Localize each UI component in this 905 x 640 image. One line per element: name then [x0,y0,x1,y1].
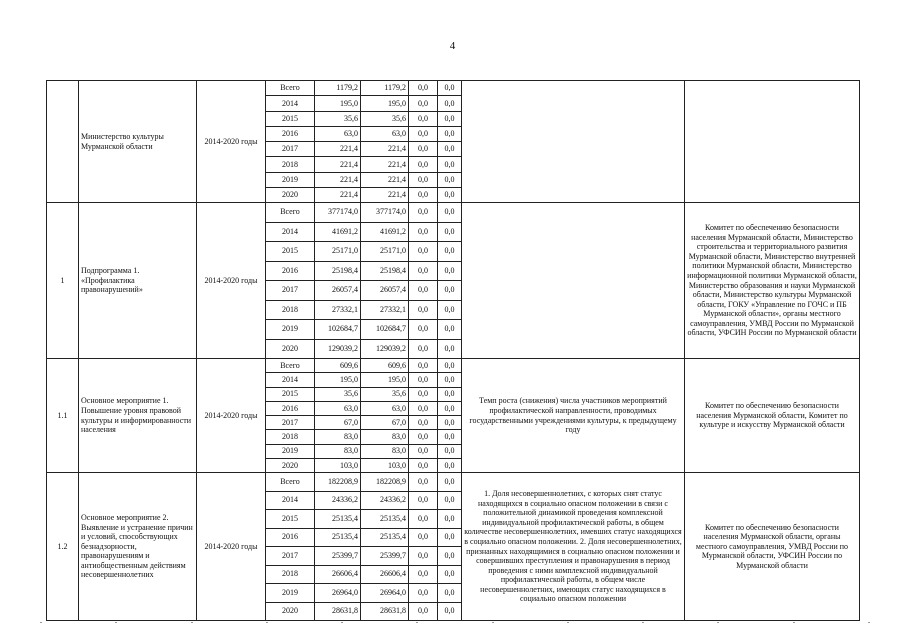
total-cell: 221,4 [315,187,361,202]
other-sources-cell: 0,0 [438,373,462,387]
other-sources-cell: 0,0 [438,172,462,187]
total-cell: 221,4 [315,172,361,187]
total-cell: 83,0 [315,444,361,458]
regional-budget-cell: 35,6 [361,387,409,401]
other-sources-cell: 0,0 [438,387,462,401]
executors-cell [685,203,860,359]
regional-budget-cell: 221,4 [361,142,409,157]
row-number-cell [47,81,79,203]
other-sources-cell: 0,0 [438,203,462,223]
regional-budget-cell: 25171,0 [361,242,409,262]
regional-budget-cell: 26057,4 [361,281,409,301]
federal-budget-cell: 0,0 [409,187,438,202]
period-cell-text: 2014-2020 годы [204,410,258,420]
total-cell: 63,0 [315,401,361,415]
total-cell: 26057,4 [315,281,361,301]
other-sources-cell: 0,0 [438,222,462,242]
total-cell: 25135,4 [315,528,361,547]
regional-budget-cell: 25135,4 [361,528,409,547]
regional-budget-cell: 28631,8 [361,602,409,621]
year-cell: 2019 [266,320,315,340]
federal-budget-cell: 0,0 [409,320,438,340]
regional-budget-cell: 83,0 [361,430,409,444]
period-cell [197,81,266,203]
regional-budget-cell: 25399,7 [361,547,409,566]
year-cell: 2017 [266,281,315,301]
federal-budget-cell: 0,0 [409,430,438,444]
other-sources-cell: 0,0 [438,473,462,492]
year-cell: 2015 [266,111,315,126]
regional-budget-cell: 41691,2 [361,222,409,242]
executors-cell [685,81,860,203]
year-cell: 2016 [266,126,315,141]
executors-cell-text: Комитет по обеспечению безопасности населения Мурманской области, Комитет по культуре и искусству Мурманской области [696,401,848,430]
total-cell: 25198,4 [315,261,361,281]
period-cell-text: 2014-2020 годы [204,136,258,146]
federal-budget-cell: 0,0 [409,142,438,157]
year-cell: Всего [266,473,315,492]
indicator-cell [462,359,685,473]
other-sources-cell: 0,0 [438,430,462,444]
year-cell: 2016 [266,401,315,415]
federal-budget-cell: 0,0 [409,300,438,320]
federal-budget-cell: 0,0 [409,473,438,492]
year-cell: 2014 [266,491,315,510]
footer-dots [40,622,870,626]
year-cell: 2017 [266,142,315,157]
executors-cell [685,473,860,621]
regional-budget-cell: 26606,4 [361,565,409,584]
other-sources-cell: 0,0 [438,157,462,172]
total-cell: 182208,9 [315,473,361,492]
year-cell: 2019 [266,444,315,458]
program-table [46,80,860,621]
total-cell: 129039,2 [315,339,361,359]
measure-name-cell-text: Подпрограмма 1. «Профилактика правонарушений» [81,266,143,295]
regional-budget-cell: 1179,2 [361,81,409,96]
year-cell: 2014 [266,222,315,242]
year-cell: 2015 [266,242,315,262]
total-cell: 25399,7 [315,547,361,566]
federal-budget-cell: 0,0 [409,157,438,172]
year-cell: 2015 [266,387,315,401]
federal-budget-cell: 0,0 [409,547,438,566]
year-cell: 2018 [266,430,315,444]
total-cell: 25135,4 [315,510,361,529]
regional-budget-cell: 25198,4 [361,261,409,281]
total-cell: 26964,0 [315,584,361,603]
indicator-cell-text: 1. Доля несовершеннолетних, с которых снят статус находящихся в социально опасном положении в связи с положительной динамикой проведения комплексной индивидуальной профилактической работы, в общем количестве несовершеннолетних, имевших статус находящихся в социально опасном положении. 2. Доля несовершеннолетних, признанных находящимися в социально опасном положении и совершивших преступления и правонарушения в период проведения с ними комплексной индивидуальной профилактической работы, в общем числе несовершеннолетних, имеющих статус находящихся в социально опасном положении [464,488,682,604]
year-cell: 2015 [266,510,315,529]
federal-budget-cell: 0,0 [409,401,438,415]
total-cell: 83,0 [315,430,361,444]
year-cell: 2016 [266,261,315,281]
other-sources-cell: 0,0 [438,142,462,157]
total-cell: 63,0 [315,126,361,141]
regional-budget-cell: 24336,2 [361,491,409,510]
measure-name-cell-text: Основное мероприятие 2. Выявление и устранение причин и условий, способствующих безнадзорности, правонарушениям и антиобщественным действиям несовершеннолетних [81,512,193,580]
year-cell: 2017 [266,416,315,430]
regional-budget-cell: 67,0 [361,416,409,430]
total-cell: 103,0 [315,458,361,472]
indicator-cell [462,203,685,359]
federal-budget-cell: 0,0 [409,81,438,96]
total-cell: 195,0 [315,96,361,111]
federal-budget-cell: 0,0 [409,222,438,242]
year-cell: 2019 [266,584,315,603]
federal-budget-cell: 0,0 [409,528,438,547]
other-sources-cell: 0,0 [438,565,462,584]
total-cell: 24336,2 [315,491,361,510]
other-sources-cell: 0,0 [438,242,462,262]
measure-name-cell [79,359,197,473]
year-cell: 2014 [266,96,315,111]
other-sources-cell: 0,0 [438,261,462,281]
regional-budget-cell: 195,0 [361,96,409,111]
other-sources-cell: 0,0 [438,187,462,202]
total-cell: 27332,1 [315,300,361,320]
regional-budget-cell: 63,0 [361,401,409,415]
federal-budget-cell: 0,0 [409,111,438,126]
total-cell: 26606,4 [315,565,361,584]
total-cell: 609,6 [315,359,361,373]
year-cell: Всего [266,81,315,96]
regional-budget-cell: 182208,9 [361,473,409,492]
year-cell: 2017 [266,547,315,566]
measure-name-cell-text: Министерство культуры Мурманской области [81,131,164,151]
regional-budget-cell: 377174,0 [361,203,409,223]
federal-budget-cell: 0,0 [409,242,438,262]
executors-cell [685,359,860,473]
other-sources-cell: 0,0 [438,81,462,96]
regional-budget-cell: 195,0 [361,373,409,387]
executors-cell-text: Комитет по обеспечению безопасности населения Мурманской области, Министерство строительства и территориального развития Мурманской области, Министерство внутренней политики Мурманской области, Министерство информационной политики Мурманской области, Министерство образования и науки Мурманской области, Министерство культуры Мурманской области, ГОКУ «Управление по ГОЧС и ПБ Мурманской области», органы местного самоуправления, УМВД России по Мурманской области, УФСИН России по Мурманской области [687,222,857,338]
year-cell: 2020 [266,339,315,359]
period-cell-text: 2014-2020 годы [204,541,258,551]
other-sources-cell: 0,0 [438,602,462,621]
executors-cell-text: Комитет по обеспечению безопасности населения Мурманской области, органы местного самоуправления, УМВД России по Мурманской области, УФСИН России по Мурманской области [695,522,849,570]
total-cell: 35,6 [315,387,361,401]
period-cell [197,359,266,473]
table-row [47,203,860,223]
regional-budget-cell: 221,4 [361,187,409,202]
federal-budget-cell: 0,0 [409,491,438,510]
year-cell: 2018 [266,565,315,584]
federal-budget-cell: 0,0 [409,416,438,430]
federal-budget-cell: 0,0 [409,96,438,111]
regional-budget-cell: 27332,1 [361,300,409,320]
other-sources-cell: 0,0 [438,528,462,547]
federal-budget-cell: 0,0 [409,203,438,223]
federal-budget-cell: 0,0 [409,172,438,187]
other-sources-cell: 0,0 [438,458,462,472]
other-sources-cell: 0,0 [438,281,462,301]
other-sources-cell: 0,0 [438,547,462,566]
year-cell: 2016 [266,528,315,547]
other-sources-cell: 0,0 [438,359,462,373]
year-cell: 2020 [266,187,315,202]
year-cell: Всего [266,359,315,373]
federal-budget-cell: 0,0 [409,281,438,301]
measure-name-cell-text: Основное мероприятие 1. Повышение уровня правовой культуры и информированности населения [81,396,192,435]
regional-budget-cell: 103,0 [361,458,409,472]
federal-budget-cell: 0,0 [409,387,438,401]
measure-name-cell [79,81,197,203]
other-sources-cell: 0,0 [438,126,462,141]
total-cell: 25171,0 [315,242,361,262]
other-sources-cell: 0,0 [438,320,462,340]
regional-budget-cell: 609,6 [361,359,409,373]
year-cell: 2018 [266,300,315,320]
table-row [47,359,860,373]
regional-budget-cell: 63,0 [361,126,409,141]
regional-budget-cell: 25135,4 [361,510,409,529]
table-row [47,81,860,96]
year-cell: 2018 [266,157,315,172]
total-cell: 195,0 [315,373,361,387]
total-cell: 67,0 [315,416,361,430]
other-sources-cell: 0,0 [438,300,462,320]
year-cell: 2019 [266,172,315,187]
year-cell: 2020 [266,602,315,621]
other-sources-cell: 0,0 [438,510,462,529]
regional-budget-cell: 221,4 [361,172,409,187]
federal-budget-cell: 0,0 [409,584,438,603]
period-cell-text: 2014-2020 годы [204,275,258,285]
table-row [47,473,860,492]
federal-budget-cell: 0,0 [409,458,438,472]
other-sources-cell: 0,0 [438,584,462,603]
year-cell: 2014 [266,373,315,387]
other-sources-cell: 0,0 [438,444,462,458]
other-sources-cell: 0,0 [438,111,462,126]
total-cell: 35,6 [315,111,361,126]
row-number-cell: 1 [47,203,79,359]
regional-budget-cell: 129039,2 [361,339,409,359]
period-cell [197,203,266,359]
total-cell: 221,4 [315,157,361,172]
period-cell [197,473,266,621]
indicator-cell [462,473,685,621]
other-sources-cell: 0,0 [438,491,462,510]
indicator-cell-text: Темп роста (снижения) числа участников мероприятий профилактической направленности, проводимых государственными учреждениями культуры, к предыдущему году [469,396,677,435]
federal-budget-cell: 0,0 [409,602,438,621]
regional-budget-cell: 83,0 [361,444,409,458]
federal-budget-cell: 0,0 [409,126,438,141]
regional-budget-cell: 102684,7 [361,320,409,340]
indicator-cell [462,81,685,203]
federal-budget-cell: 0,0 [409,510,438,529]
year-cell: 2020 [266,458,315,472]
other-sources-cell: 0,0 [438,339,462,359]
row-number-cell: 1.1 [47,359,79,473]
row-number-cell: 1.2 [47,473,79,621]
regional-budget-cell: 221,4 [361,157,409,172]
regional-budget-cell: 35,6 [361,111,409,126]
federal-budget-cell: 0,0 [409,565,438,584]
total-cell: 377174,0 [315,203,361,223]
other-sources-cell: 0,0 [438,401,462,415]
regional-budget-cell: 26964,0 [361,584,409,603]
measure-name-cell [79,473,197,621]
federal-budget-cell: 0,0 [409,373,438,387]
federal-budget-cell: 0,0 [409,359,438,373]
other-sources-cell: 0,0 [438,416,462,430]
federal-budget-cell: 0,0 [409,444,438,458]
year-cell: Всего [266,203,315,223]
federal-budget-cell: 0,0 [409,339,438,359]
page-number: 4 [449,40,456,52]
total-cell: 221,4 [315,142,361,157]
total-cell: 102684,7 [315,320,361,340]
federal-budget-cell: 0,0 [409,261,438,281]
total-cell: 1179,2 [315,81,361,96]
measure-name-cell [79,203,197,359]
other-sources-cell: 0,0 [438,96,462,111]
total-cell: 41691,2 [315,222,361,242]
total-cell: 28631,8 [315,602,361,621]
